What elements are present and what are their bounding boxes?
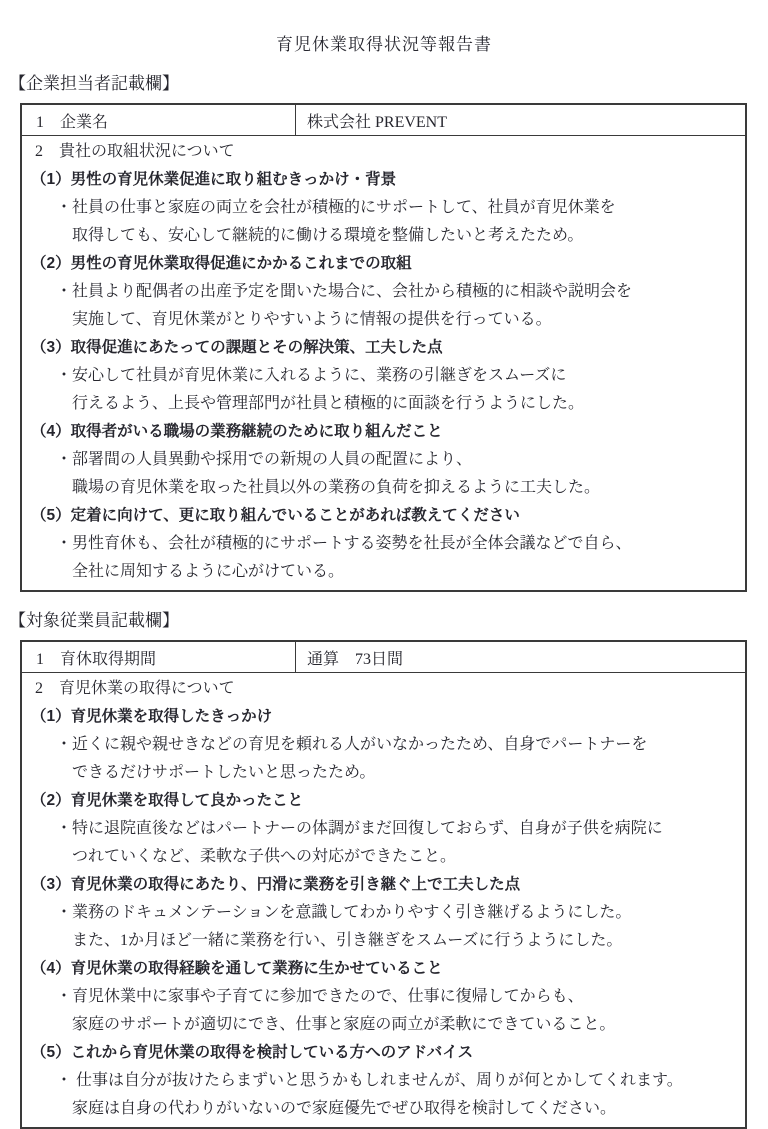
item-heading-company-1: （1）男性の育児休業促進に取り組むきっかけ・背景 bbox=[31, 171, 397, 188]
section-heading-employee: 2 育児休業の取得について bbox=[35, 680, 235, 697]
item-line-company-2a: ・社員より配偶者の出産予定を聞いた場合に、会社から積極的に相談や説明会を bbox=[56, 283, 633, 300]
item-line-employee-3b: また、1か月ほど一緒に業務を行い、引き継ぎをスムーズに行うようにした。 bbox=[72, 932, 623, 949]
item-line-employee-4a: ・育児休業中に家事や子育てに参加できたので、仕事に復帰してからも、 bbox=[56, 988, 584, 1005]
item-line-employee-1a: ・近くに親や親せきなどの育児を頼れる人がいなかったため、自身でパートナーを bbox=[56, 736, 648, 753]
item-heading-company-5: （5）定着に向けて、更に取り組んでいることがあれば教えてください bbox=[31, 507, 520, 524]
value-cell-company-name: 株式会社 PREVENT bbox=[307, 113, 448, 131]
item-heading-company-2: （2）男性の育児休業取得促進にかかるこれまでの取組 bbox=[31, 255, 412, 272]
item-line-company-4b: 職場の育児休業を取った社員以外の業務の負荷を抑えるように工夫した。 bbox=[72, 479, 601, 496]
field-cell-leave-period: 1 育休取得期間 bbox=[22, 642, 296, 672]
item-heading-employee-3: （3）育児休業の取得にあたり、円滑に業務を引き継ぐ上で工夫した点 bbox=[31, 876, 521, 893]
item-line-employee-5a: ・ 仕事は自分が抜けたらまずいと思うかもしれませんが、周りが何とかしてくれます。 bbox=[56, 1072, 683, 1089]
item-heading-company-4: （4）取得者がいる職場の業務継続のために取り組んだこと bbox=[31, 423, 443, 440]
item-line-company-5b: 全社に周知するように心がけている。 bbox=[72, 563, 345, 580]
item-heading-employee-4: （4）育児休業の取得経験を通して業務に生かせていること bbox=[31, 960, 443, 977]
item-line-company-3a: ・安心して社員が育児休業に入れるように、業務の引継ぎをスムーズに bbox=[56, 367, 567, 384]
item-line-employee-5b: 家庭は自身の代わりがいないので家庭優先でぜひ取得を検討してください。 bbox=[72, 1100, 617, 1117]
table-row-leave-period bbox=[22, 642, 745, 673]
table-row-company-name bbox=[22, 105, 745, 136]
item-line-employee-2a: ・特に退院直後などはパートナーの体調がまだ回復しておらず、自身が子供を病院に bbox=[56, 820, 663, 837]
item-heading-company-3: （3）取得促進にあたっての課題とその解決策、工夫した点 bbox=[31, 339, 443, 356]
section-label-company: 【企業担当者記載欄】 bbox=[9, 74, 179, 93]
company-table-body bbox=[22, 136, 745, 590]
item-line-company-4a: ・部署間の人員異動や採用での新規の人員の配置により、 bbox=[56, 451, 473, 468]
item-heading-employee-5: （5）これから育児休業の取得を検討している方へのアドバイス bbox=[31, 1044, 474, 1061]
section-heading-company: 2 貴社の取組状況について bbox=[35, 143, 235, 160]
field-cell-company-name: 1 企業名 bbox=[22, 105, 296, 135]
item-line-company-1a: ・社員の仕事と家庭の両立を会社が積極的にサポートして、社員が育児休業を bbox=[56, 199, 616, 216]
company-table bbox=[20, 103, 747, 592]
section-label-employee: 【対象従業員記載欄】 bbox=[9, 611, 179, 630]
item-heading-employee-1: （1）育児休業を取得したきっかけ bbox=[31, 708, 273, 725]
employee-table bbox=[20, 640, 747, 1129]
value-cell-leave-period: 通算 73日間 bbox=[307, 650, 404, 668]
item-heading-employee-2: （2）育児休業を取得して良かったこと bbox=[31, 792, 304, 809]
item-line-employee-1b: できるだけサポートしたいと思ったため。 bbox=[72, 764, 376, 781]
item-line-company-5a: ・男性育休も、会社が積極的にサポートする姿勢を社長が全体会議などで自ら、 bbox=[56, 535, 632, 552]
document-title: 育児休業取得状況等報告書 bbox=[276, 35, 492, 54]
item-line-company-2b: 実施して、育児休業がとりやすいように情報の提供を行っている。 bbox=[72, 311, 552, 328]
item-line-company-1b: 取得しても、安心して継続的に働ける環境を整備したいと考えたため。 bbox=[72, 227, 584, 244]
item-line-company-3b: 行えるよう、上長や管理部門が社員と積極的に面談を行うようにした。 bbox=[72, 395, 585, 412]
item-line-employee-4b: 家庭のサポートが適切にでき、仕事と家庭の両立が柔軟にできていること。 bbox=[72, 1016, 616, 1033]
item-line-employee-3a: ・業務のドキュメンテーションを意識してわかりやすく引き継げるようにした。 bbox=[56, 904, 632, 921]
employee-table-body bbox=[22, 673, 745, 1127]
item-line-employee-2b: つれていくなど、柔軟な子供への対応ができたこと。 bbox=[72, 848, 457, 865]
